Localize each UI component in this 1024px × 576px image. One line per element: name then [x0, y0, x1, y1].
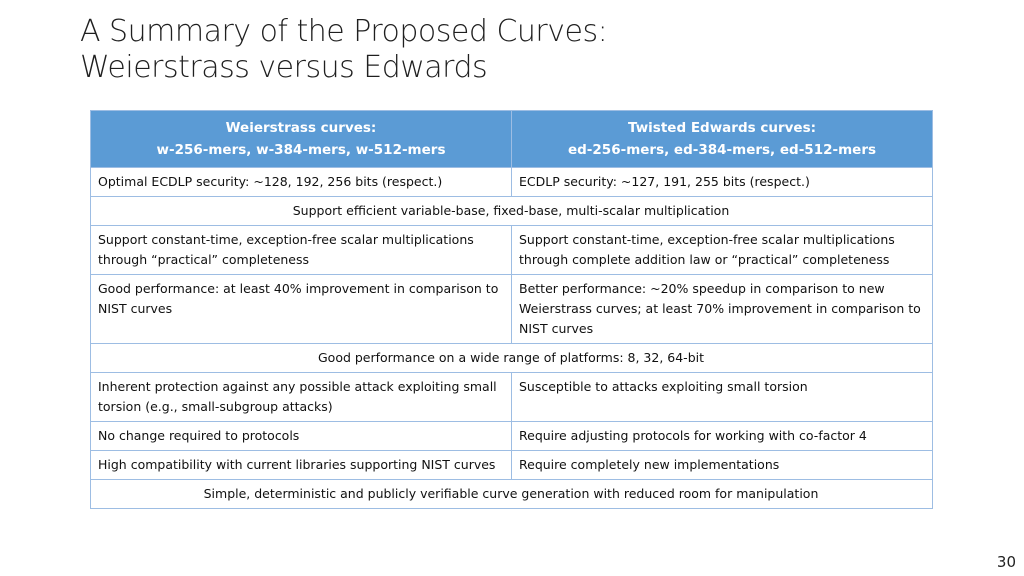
table-header-row	[91, 111, 933, 168]
table-row	[91, 168, 933, 197]
slide-title	[80, 14, 607, 86]
comparison-table	[90, 110, 933, 509]
header-edwards-title: Twisted Edwards curves:	[627, 120, 817, 136]
table-row	[91, 422, 933, 451]
edwards-cell: ECDLP security: ~127, 191, 255 bits (respect.)	[512, 168, 933, 197]
page-number: 30	[996, 553, 1016, 571]
weierstrass-cell: Good performance: at least 40% improvement in comparison to NIST curves	[91, 275, 512, 344]
shared-cell: Simple, deterministic and publicly verifiable curve generation with reduced room for manipulation	[91, 480, 933, 509]
table-row	[91, 197, 933, 226]
edwards-cell: Require adjusting protocols for working with co-factor 4	[512, 422, 933, 451]
edwards-cell: Support constant-time, exception-free scalar multiplications through complete addition law or “practical” completeness	[512, 226, 933, 275]
edwards-cell: Susceptible to attacks exploiting small torsion	[512, 373, 933, 422]
shared-cell: Good performance on a wide range of platforms: 8, 32, 64-bit	[91, 344, 933, 373]
table-row	[91, 226, 933, 275]
edwards-cell: Require completely new implementations	[512, 451, 933, 480]
shared-cell: Support efficient variable-base, fixed-base, multi-scalar multiplication	[91, 197, 933, 226]
table-row	[91, 275, 933, 344]
edwards-cell: Better performance: ~20% speedup in comparison to new Weierstrass curves; at least 70% improvement in comparison to NIST curves	[512, 275, 933, 344]
weierstrass-cell: Inherent protection against any possible attack exploiting small torsion (e.g., small-subgroup attacks)	[91, 373, 512, 422]
weierstrass-cell: Support constant-time, exception-free scalar multiplications through “practical” completeness	[91, 226, 512, 275]
table-row	[91, 373, 933, 422]
weierstrass-cell: Optimal ECDLP security: ~128, 192, 256 bits (respect.)	[91, 168, 512, 197]
slide-title-line-2: Weierstrass versus Edwards	[80, 50, 488, 85]
table-row	[91, 451, 933, 480]
header-edwards-curves: ed-256-mers, ed-384-mers, ed-512-mers	[567, 142, 877, 158]
weierstrass-cell: No change required to protocols	[91, 422, 512, 451]
header-weierstrass-curves: w-256-mers, w-384-mers, w-512-mers	[156, 142, 446, 158]
table-row	[91, 344, 933, 373]
weierstrass-cell: High compatibility with current libraries supporting NIST curves	[91, 451, 512, 480]
header-weierstrass-title: Weierstrass curves:	[225, 120, 377, 136]
table-row	[91, 480, 933, 509]
header-weierstrass	[91, 111, 512, 168]
header-edwards	[512, 111, 933, 168]
slide-title-line-1: A Summary of the Proposed Curves:	[80, 14, 608, 49]
